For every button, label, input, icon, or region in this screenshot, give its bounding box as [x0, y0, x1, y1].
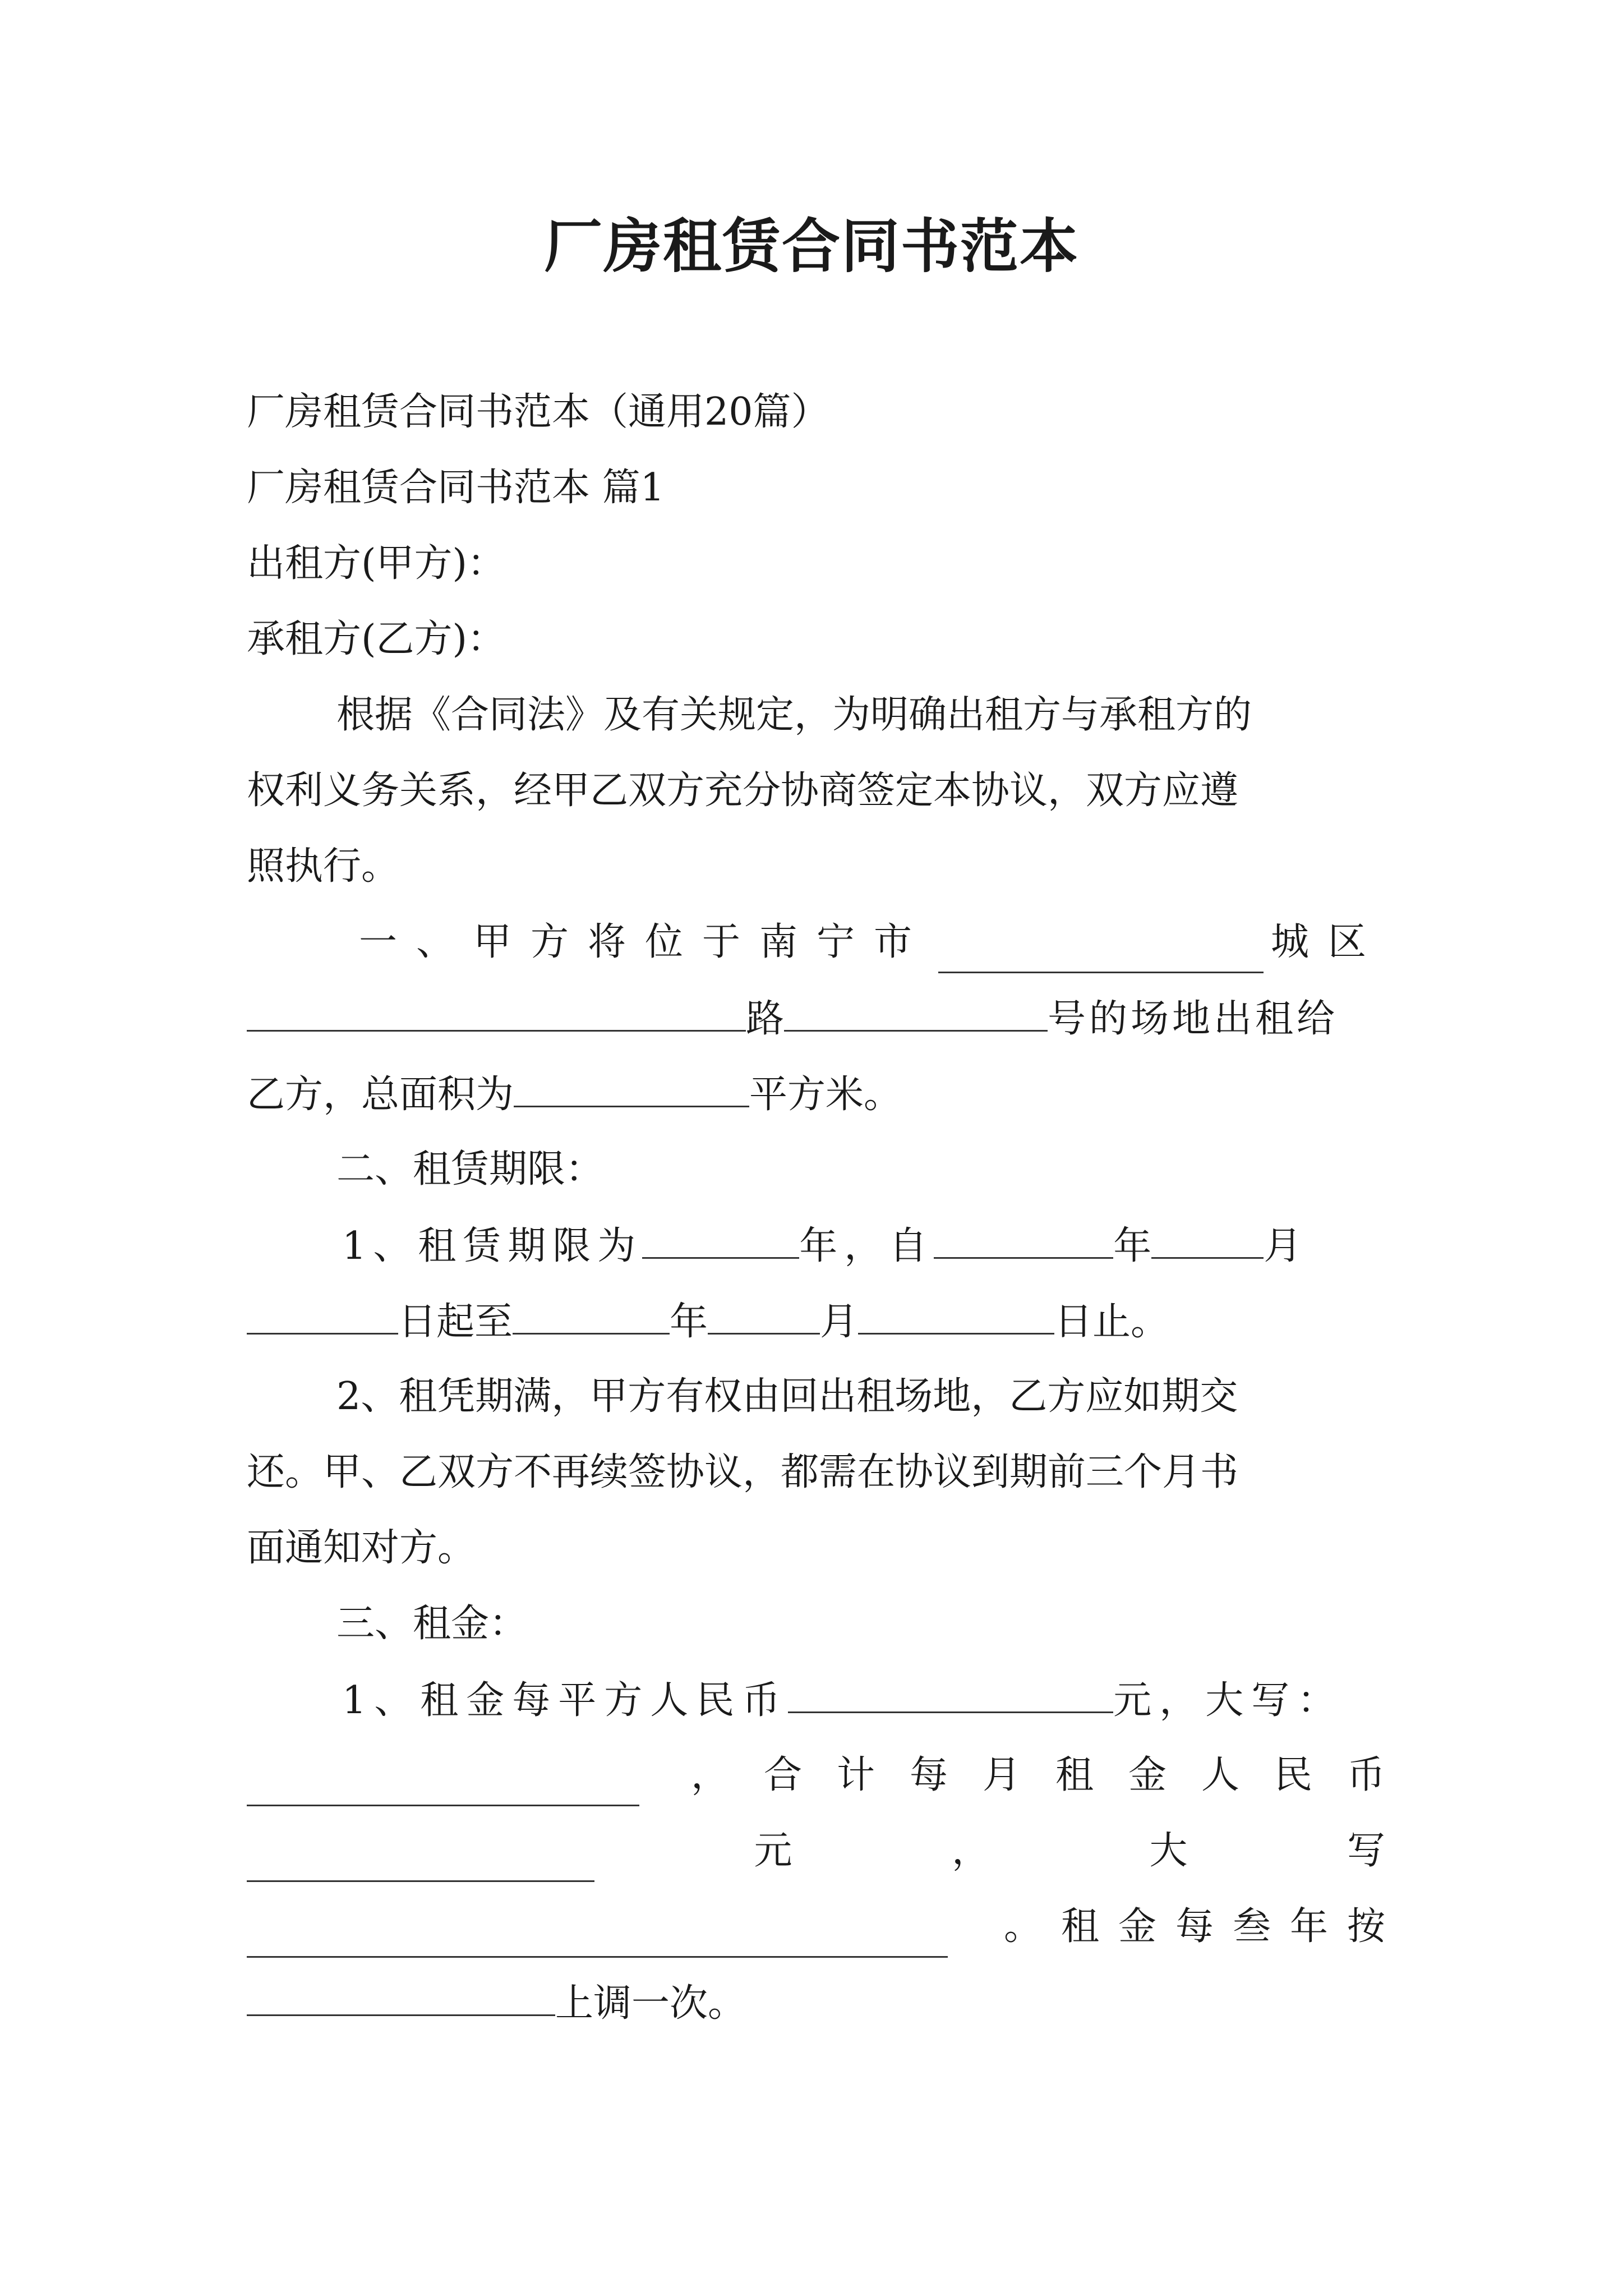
term1-text-b: 年，自 [799, 1224, 934, 1268]
monthly-rent-words-blank[interactable] [247, 1913, 948, 1958]
number-blank[interactable] [784, 987, 1048, 1032]
section-heading: 厂房租赁合同书范本 篇1 [247, 466, 665, 510]
end-month-blank[interactable] [708, 1290, 820, 1335]
clause1-line-1 [359, 912, 1385, 973]
rent-heading: 三、租金： [336, 1602, 528, 1646]
term1-text-d: 月 [1264, 1224, 1302, 1268]
rent1-text-d4: 写 [1347, 1829, 1385, 1873]
term1-text-g: 月 [820, 1300, 859, 1344]
term1-text-e: 日起至 [398, 1300, 513, 1344]
rent1-text-d1: 元 [754, 1829, 792, 1873]
document-subtitle: 厂房租赁合同书范本（通用20篇） [247, 390, 829, 434]
area-blank[interactable] [514, 1063, 749, 1107]
start-day-blank[interactable] [247, 1290, 398, 1335]
rent1-line-4 [247, 1896, 1404, 1958]
term2-line-1: 2、租凭期满，甲方有权由回出租场地，乙方应如期交 [336, 1374, 1238, 1419]
rent1-line-3 [247, 1820, 1385, 1882]
intro-line-3: 照执行。 [247, 844, 400, 889]
clause1-text-d: 号的场地出租给 [1048, 997, 1339, 1041]
lessor-label: 出租方(甲方)： [247, 541, 506, 586]
rent1-text-b: 元，大写： [1113, 1678, 1344, 1723]
term1-text-f: 年 [670, 1300, 708, 1344]
intro-line-2: 权利义务关系，经甲乙双方充分协商签定本协议，双方应遵 [247, 769, 1239, 813]
monthly-rent-blank[interactable] [247, 1838, 594, 1882]
term1-line-2 [247, 1290, 1385, 1352]
rent1-line-2 [247, 1745, 1420, 1806]
start-year-blank[interactable] [934, 1214, 1113, 1259]
clause1-line-2 [247, 987, 1385, 1049]
rent1-text-f: 上调一次。 [555, 1981, 746, 2026]
clause1-text-f: 平方米。 [749, 1073, 902, 1117]
rent1-text-d3: 大 [1149, 1829, 1188, 1873]
rent1-text-e: 。租金每叁年按 [1003, 1904, 1404, 1949]
term1-text-a: 1、租赁期限为 [342, 1224, 643, 1268]
lessee-label: 承租方(乙方)： [247, 617, 506, 661]
clause1-text-b: 城区 [1270, 920, 1385, 964]
intro-line-1: 根据《合同法》及有关规定，为明确出租方与承租方的 [336, 693, 1252, 737]
term2-line-3: 面通知对方。 [247, 1526, 476, 1570]
term1-text-c: 年 [1113, 1224, 1152, 1268]
rent1-text-a: 1、租金每平方人民币 [342, 1678, 789, 1723]
rent1-line-5 [247, 1972, 1385, 2033]
rent1-text-c: ，合计每月租金人民币 [690, 1753, 1420, 1797]
start-month-blank[interactable] [1151, 1214, 1264, 1259]
rent-per-sqm-blank[interactable] [788, 1669, 1113, 1713]
term1-text-h: 日止。 [1054, 1300, 1169, 1344]
rent1-line-1 [342, 1669, 1385, 1731]
clause1-text-e: 乙方，总面积为 [247, 1073, 514, 1117]
term1-line-1 [342, 1214, 1385, 1276]
rent1-text-d2: ， [951, 1829, 990, 1873]
end-day-blank[interactable] [858, 1290, 1054, 1335]
road-blank[interactable] [247, 987, 746, 1032]
end-year-blank[interactable] [513, 1290, 670, 1335]
adjustment-rate-blank[interactable] [247, 1972, 555, 2016]
term-heading: 二、租赁期限： [336, 1147, 604, 1191]
document-title: 厂房租赁合同书范本 [543, 211, 1079, 280]
rent-per-sqm-words-blank[interactable] [247, 1762, 639, 1806]
clause1-line-3 [247, 1063, 1385, 1125]
clause1-text-a: 一、甲方将位于南宁市 [359, 920, 932, 964]
term-years-blank[interactable] [642, 1214, 799, 1259]
city-district-blank[interactable] [938, 929, 1264, 973]
clause1-text-c: 路 [746, 997, 785, 1041]
term2-line-2: 还。甲、乙双方不再续签协议，都需在协议到期前三个月书 [247, 1450, 1239, 1494]
